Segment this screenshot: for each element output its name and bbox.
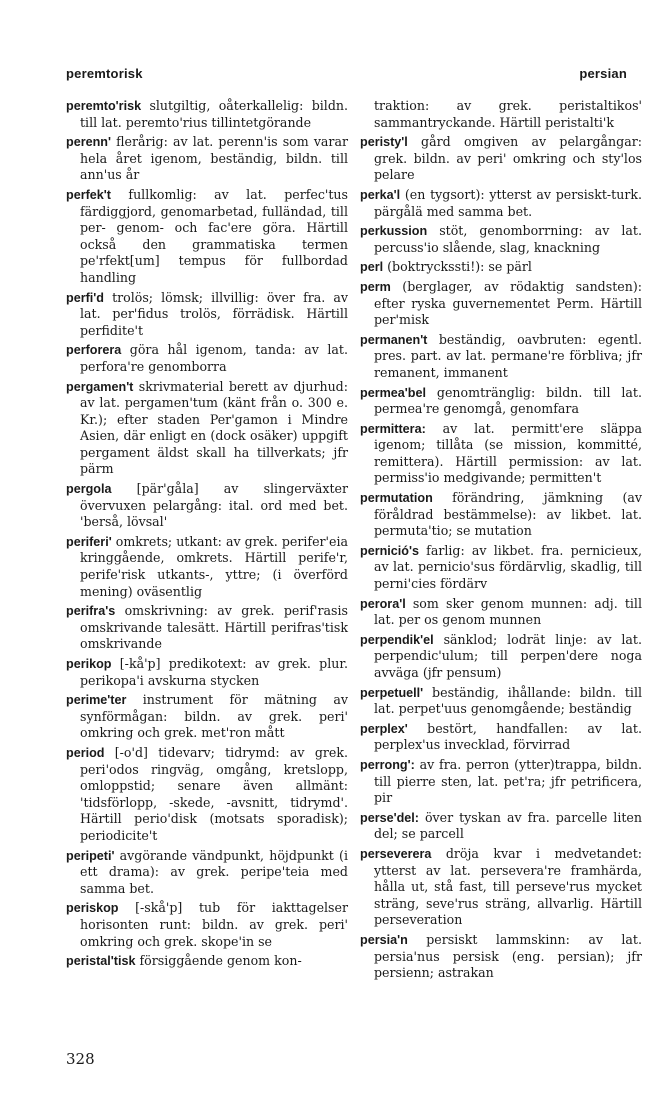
entry-definition: flerårig: av lat. perenn'is som varar hela året igenom, beständig, bildn. till ann'us år xyxy=(80,134,348,183)
entry-headword: period xyxy=(66,745,105,760)
entry-headword: perka'l xyxy=(360,187,401,202)
entry-definition: omskrivning: av grek. perif'rasis omskrivande talesätt. Härtill perifras'tisk omskrivande xyxy=(80,603,348,652)
entry-definition: försiggående genom kon- xyxy=(135,953,302,969)
left-column xyxy=(66,98,348,973)
entry-headword: periferi' xyxy=(66,534,112,549)
entry-headword: perifra's xyxy=(66,604,116,619)
dictionary-entry xyxy=(360,685,642,718)
entry-headword: perfek't xyxy=(66,187,111,202)
entry-headword: perpetuell' xyxy=(360,685,424,700)
entry-definition: beständig, ihållande: bildn. till lat. perpet'uus genomgående; beständig xyxy=(374,684,642,717)
entry-definition: farlig: av likbet. fra. pernicieux, av lat. pernicio'sus fördärvlig, skadlig, till perni'cies fördärv xyxy=(374,542,642,592)
dictionary-entry xyxy=(360,332,642,382)
entry-definition: [-skå'p] tub för iakttagelser horisonten runt: bildn. av grek. peri' omkring och grek. skope'in se xyxy=(80,900,348,949)
entry-headword: perikop xyxy=(66,657,112,671)
entry-headword: permanen't xyxy=(360,332,428,347)
entry-definition: traktion: av grek. peristaltikos' sammantryckande. Härtill peristalti'k xyxy=(374,98,642,130)
dictionary-entry xyxy=(66,379,348,479)
dictionary-entry xyxy=(360,223,642,256)
dictionary-entry xyxy=(66,953,348,970)
dictionary-entry xyxy=(360,632,642,682)
entry-definition: av lat. permitt'ere släppa igenom; tillåta (se mission, kommitté, remittera). Härtill permission: av lat. permiss'io medgivande; permitten't xyxy=(374,420,642,486)
dictionary-entry xyxy=(360,757,642,807)
entry-definition: [pär'gåla] av slingerväxter övervuxen pelargång: ital. ord med bet. 'berså, lövsal' xyxy=(80,481,348,530)
entry-definition: beständig, oavbruten: egentl. pres. part. av lat. permane're förbliva; jfr remanent, immanent xyxy=(374,331,642,380)
dictionary-entry xyxy=(360,846,642,929)
entry-headword: peremto'risk xyxy=(66,99,142,113)
entry-headword: pernició's xyxy=(360,543,419,558)
entry-headword: peristal'tisk xyxy=(66,954,136,969)
dictionary-entry xyxy=(66,603,348,653)
entry-definition: gård omgiven av pelargångar: grek. bildn. av peri' omkring och sty'los pelare xyxy=(374,134,642,183)
entry-definition: genomtränglig: bildn. till lat. permea're genomgå, genomfara xyxy=(374,384,642,417)
entry-definition: sänklod; lodrät linje: av lat. perpendic'ulum; till perpen'dere noga avväga (jfr pensum) xyxy=(374,631,642,680)
entry-definition: [-kå'p] predikotext: av grek. plur. perikopa'i avskurna stycken xyxy=(80,656,348,688)
dictionary-entry xyxy=(360,279,642,329)
entry-headword: perl xyxy=(360,260,384,275)
dictionary-entry xyxy=(66,692,348,742)
dictionary-entry xyxy=(360,385,642,418)
dictionary-entry xyxy=(360,259,642,276)
dictionary-entry xyxy=(66,900,348,950)
entry-headword: perseverera xyxy=(360,846,432,861)
dictionary-entry xyxy=(360,187,642,220)
entry-headword: perora'l xyxy=(360,596,406,611)
dictionary-entry xyxy=(66,745,348,845)
entry-definition: skrivmaterial berett av djurhud: av lat. pergamen'tum (känt från o. 300 e. Kr.); efter staden Per'gamon i Mindre Asien, där enligt en (dock osäker) uppgift pergament äldst skall ha tillverkats; jfr pärm xyxy=(80,378,348,477)
entry-headword: peripeti' xyxy=(66,848,115,863)
entry-headword: perpendik'el xyxy=(360,632,434,647)
entry-definition: förändring, jämkning (av föråldrad bestämmelse): av likbet. lat. permuta'tio; se mutation xyxy=(374,490,642,539)
dictionary-entry xyxy=(66,534,348,600)
dictionary-entry xyxy=(360,421,642,487)
entry-headword: perkussion xyxy=(360,224,428,239)
dictionary-entry xyxy=(360,543,642,593)
entry-definition: stöt, genomborrning: av lat. percuss'io slående, slag, knackning xyxy=(374,223,642,255)
entry-definition: instrument för mätning av synförmågan: bildn. av grek. peri' omkring och grek. met'ron mått xyxy=(80,692,348,741)
dictionary-entry xyxy=(66,656,348,689)
running-head-left: peremtorisk xyxy=(66,66,143,81)
dictionary-entry xyxy=(360,134,642,184)
running-head-right: persian xyxy=(579,66,627,81)
dictionary-entry xyxy=(360,932,642,982)
entry-headword: perime'ter xyxy=(66,693,127,708)
entry-definition: av fra. perron (ytter)trappa, bildn. till pierre sten, lat. pet'ra; jfr petrificera, pir xyxy=(374,756,642,806)
dictionary-entry xyxy=(66,848,348,898)
entry-headword: pergola xyxy=(66,482,112,497)
entry-headword: peristy'l xyxy=(360,135,408,150)
dictionary-entry xyxy=(360,98,642,131)
entry-definition: (en tygsort): ytterst av persiskt-turk. pärgålä med samma bet. xyxy=(374,186,642,219)
entry-definition: trolös; lömsk; illvillig: över fra. av lat. per'fidus trolös, förrädisk. Härtill perfidite't xyxy=(80,289,348,338)
entry-headword: periskop xyxy=(66,901,119,916)
entry-definition: slutgiltig, oåterkallelig: bildn. till lat. peremto'rius tillintetgörande xyxy=(80,98,348,130)
entry-definition: dröja kvar i medvetandet: ytterst av lat. persevera're framhärda, hålla ut, stå fast, till perseve'rus mycket sträng, seve'rus sträng, allvarlig. Härtill perseveration xyxy=(374,845,642,928)
entry-headword: perrong': xyxy=(360,757,415,772)
entry-headword: permutation xyxy=(360,491,433,506)
entry-headword: perforera xyxy=(66,343,122,358)
entry-headword: perenn' xyxy=(66,135,111,150)
right-column xyxy=(360,98,642,985)
entry-definition: över tyskan av fra. parcelle liten del; se parcell xyxy=(374,809,642,842)
entry-headword: perse'del: xyxy=(360,810,419,825)
entry-definition: göra hål igenom, tanda: av lat. perfora're genomborra xyxy=(80,342,348,374)
dictionary-entry xyxy=(66,98,348,131)
entry-headword: perm xyxy=(360,279,391,294)
dictionary-entry xyxy=(360,721,642,754)
entry-headword: persia'n xyxy=(360,932,408,947)
page-number: 328 xyxy=(66,1050,95,1068)
entry-definition: (boktryckssti!): se pärl xyxy=(383,259,532,275)
entry-definition: som sker genom munnen: adj. till lat. per os genom munnen xyxy=(374,595,642,628)
dictionary-entry xyxy=(360,810,642,843)
entry-headword: permittera: xyxy=(360,421,426,436)
dictionary-entry xyxy=(66,187,348,287)
entry-headword: perplex' xyxy=(360,721,408,736)
entry-headword: perfi'd xyxy=(66,290,104,305)
dictionary-entry xyxy=(360,596,642,629)
entry-definition: fullkomlig: av lat. perfec'tus färdiggjord, genomarbetad, fulländad, till per- genom- och fac'ere göra. Härtill också den grammatiska termen pe'rfekt[um] tempus för fullbordad handling xyxy=(80,186,348,285)
dictionary-entry xyxy=(360,490,642,540)
dictionary-entry xyxy=(66,342,348,375)
entry-headword: permea'bel xyxy=(360,385,426,400)
entry-definition: bestört, handfallen: av lat. perplex'us invecklad, förvirrad xyxy=(374,720,642,753)
entry-definition: persiskt lammskinn: av lat. persia'nus persisk (eng. persian); jfr persienn; astrakan xyxy=(374,931,642,981)
dictionary-entry xyxy=(66,290,348,340)
dictionary-entry xyxy=(66,481,348,531)
entry-definition: (berglager, av rödaktig sandsten): efter ryska guvernementet Perm. Härtill per'misk xyxy=(374,278,642,328)
entry-definition: omkrets; utkant: av grek. perifer'eia kringgående, omkrets. Härtill perife'r, perife'risk utkants-, yttre; (i överförd mening) oväsentlig xyxy=(80,533,348,599)
dictionary-entry xyxy=(66,134,348,184)
entry-headword: pergamen't xyxy=(66,379,134,394)
entry-definition: [-o'd] tidevarv; tidrymd: av grek. peri'odos ringväg, omgång, kretslopp, omloppstid; senare även allmänt: 'tidsförlopp, -skede, -avsnitt, tidrymd'. Härtill perio'disk (motsats sporadisk); periodicite't xyxy=(80,744,348,843)
entry-definition: avgörande vändpunkt, höjdpunkt (i ett drama): av grek. peripe'teia med samma bet. xyxy=(80,847,348,896)
